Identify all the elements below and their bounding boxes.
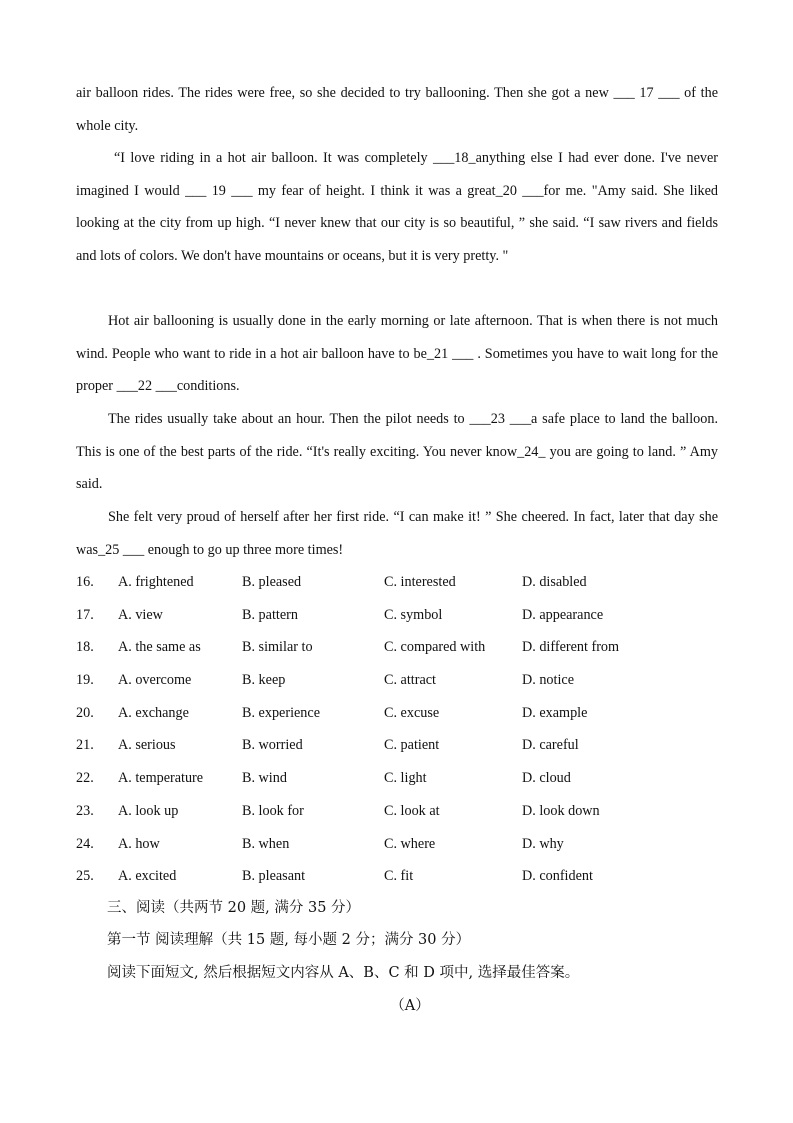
option-c: C. interested (384, 574, 456, 590)
option-a: A. how (118, 835, 160, 852)
option-d: D. cloud (522, 770, 571, 787)
option-d: D. disabled (522, 574, 587, 590)
reading-section-heading: 三、阅读（共两节 20 题, 满分 35 分） (107, 900, 361, 916)
passage-a-label: （A） (390, 998, 430, 1014)
passage-paragraph-3: Hot air ballooning is usually done in the early morning or late afternoon. That is when there is not much wind. People who want to ride in a hot air balloon have to be_21 ___ . Sometimes you have to wait long for the proper ___22 ___conditions. (76, 313, 718, 395)
question-number: 25. (76, 868, 94, 885)
option-d: D. look down (522, 802, 600, 819)
question-number: 21. (76, 737, 94, 754)
option-b: B. when (242, 835, 290, 852)
passage-paragraph-2: “I love riding in a hot air balloon. It was completely ___18_anything else I had ever done. I've never imagined I would ___ 19 ___ my fear of height. I think it was a great_20 ___for me. "Amy said. She liked looking at the city from up high. “I never knew that our city is so beautiful, ” she said. “I saw rivers and fields and lots of colors. We don't have mountains or oceans, but it is very pretty. " (76, 150, 718, 265)
question-16-options (76, 566, 718, 599)
option-d: D. appearance (522, 606, 604, 623)
question-18-options (76, 631, 718, 664)
option-d: D. different from (522, 639, 620, 656)
option-c: C. compared with (384, 639, 486, 656)
question-number: 22. (76, 770, 94, 787)
question-23-options (76, 795, 718, 828)
reading-comprehension-heading: 第一节 阅读理解（共 15 题, 每小题 2 分；满分 30 分） (107, 932, 471, 948)
option-d: D. careful (522, 737, 579, 754)
option-b: B. pattern (242, 606, 298, 623)
option-c: C. fit (384, 868, 414, 885)
passage-paragraph-4: The rides usually take about an hour. Then the pilot needs to ___23 ___a safe place to land the balloon. This is one of the best parts of the ride. “It's really exciting. You never know_24_ you are going to land. ” Amy said. (76, 411, 718, 493)
option-a: A. serious (118, 737, 176, 754)
option-a: A. overcome (118, 672, 192, 689)
option-c: C. patient (384, 737, 440, 754)
option-a: A. excited (118, 868, 177, 885)
option-c: C. symbol (384, 606, 443, 623)
question-number: 17. (76, 606, 94, 623)
question-22-options (76, 762, 718, 795)
option-a: A. look up (118, 802, 179, 819)
option-b: B. look for (242, 802, 304, 819)
option-b: B. wind (242, 770, 287, 787)
question-number: 18. (76, 639, 94, 656)
option-a: A. exchange (118, 704, 189, 721)
option-a: A. view (118, 606, 163, 623)
question-number: 23. (76, 802, 94, 819)
question-number: 24. (76, 835, 94, 852)
option-b: B. worried (242, 737, 303, 754)
question-19-options (76, 664, 718, 697)
option-b: B. experience (242, 704, 320, 721)
question-21-options (76, 729, 718, 762)
option-b: B. pleasant (242, 868, 306, 885)
option-b: B. keep (242, 672, 286, 689)
option-c: C. attract (384, 672, 436, 689)
answer-options-list (76, 566, 718, 893)
question-20-options (76, 697, 718, 730)
question-25-options (76, 860, 718, 893)
option-d: D. example (522, 704, 588, 721)
question-number: 16. (76, 574, 94, 590)
reading-instruction: 阅读下面短文, 然后根据短文内容从 A、B、C 和 D 项中, 选择最佳答案。 (107, 965, 580, 981)
option-c: C. light (384, 770, 427, 787)
option-d: D. why (522, 835, 564, 852)
question-17-options (76, 599, 718, 632)
option-d: D. confident (522, 868, 593, 885)
question-number: 19. (76, 672, 94, 689)
option-c: C. excuse (384, 704, 440, 721)
passage-paragraph-1: air balloon rides. The rides were free, so she decided to try ballooning. Then she got a new ___ 17 ___ of the whole city. (76, 85, 718, 134)
option-a: A. temperature (118, 770, 204, 787)
option-a: A. frightened (118, 574, 194, 590)
option-b: B. similar to (242, 639, 313, 656)
option-b: B. pleased (242, 574, 302, 590)
question-24-options (76, 828, 718, 861)
question-number: 20. (76, 704, 94, 721)
option-c: C. look at (384, 802, 440, 819)
option-d: D. notice (522, 672, 575, 689)
option-a: A. the same as (118, 639, 201, 656)
option-c: C. where (384, 835, 436, 852)
passage-paragraph-5: She felt very proud of herself after her first ride. “I can make it! ” She cheered. In fact, later that day she was_25 ___ enough to go up three more times! (76, 509, 718, 558)
